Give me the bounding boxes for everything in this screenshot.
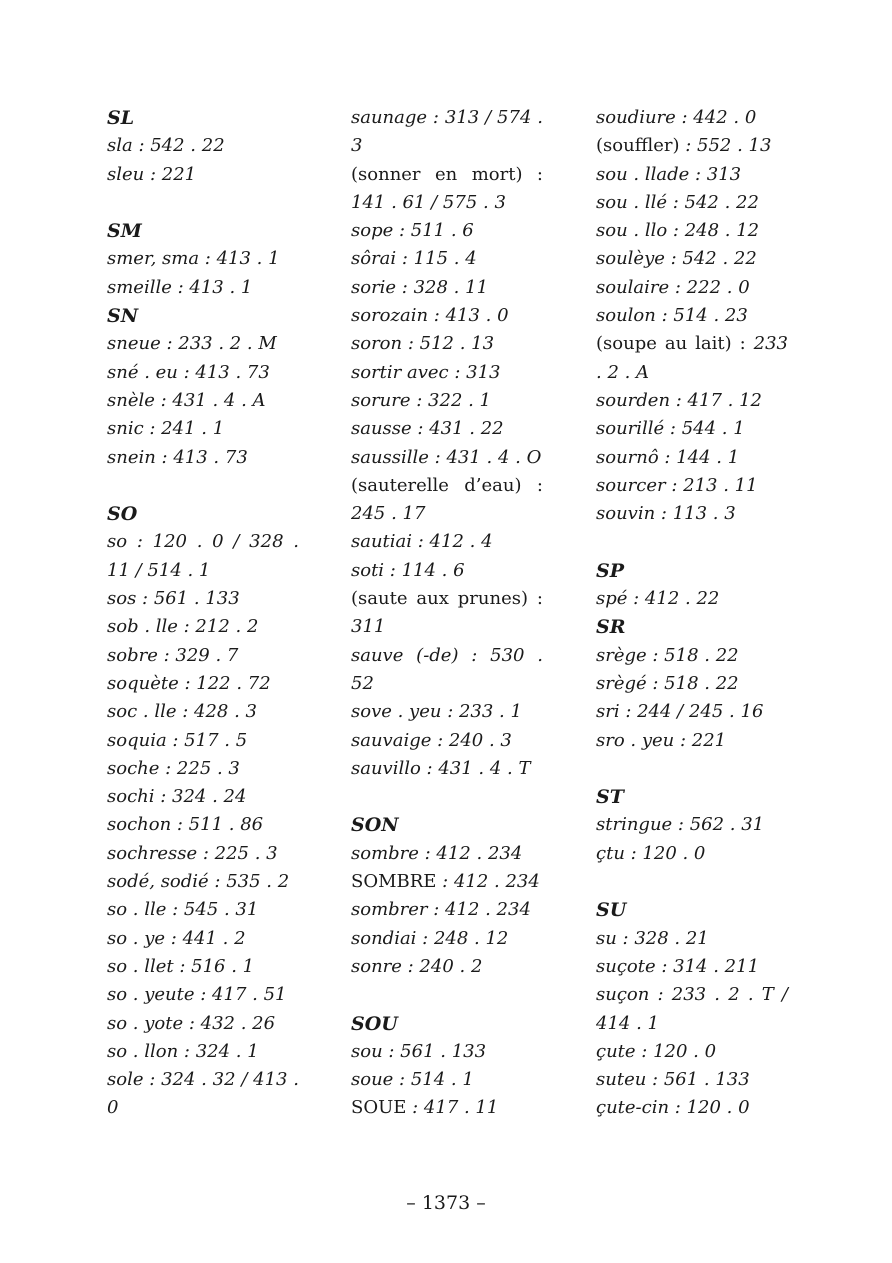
entry-text: sla : 542 . 22 <box>107 135 225 157</box>
entry-text: : 552 . 13 <box>679 135 772 157</box>
index-entry <box>596 1038 788 1066</box>
index-entry <box>596 217 788 245</box>
entry-text: sro . yeu : 221 <box>596 729 727 751</box>
index-entry <box>596 925 788 953</box>
entry-text: snèle : 431 . 4 . A <box>107 389 266 411</box>
section-heading <box>351 811 543 839</box>
entry-text: saunage : 313 / 574 . 3 <box>351 107 543 157</box>
index-entry <box>351 1094 543 1122</box>
entry-text: sournô : 144 . 1 <box>596 446 740 468</box>
index-entry <box>596 472 788 500</box>
entry-text: smer, sma : 413 . 1 <box>107 248 280 270</box>
index-entry <box>351 302 543 330</box>
index-entry <box>351 415 543 443</box>
entry-text: sausse : 431 . 22 <box>351 418 504 440</box>
section-heading <box>596 557 788 585</box>
index-entry <box>351 925 543 953</box>
entry-text: sautiai : 412 . 4 <box>351 531 493 553</box>
section-heading-text: SON <box>351 814 399 837</box>
entry-text: sondiai : 248 . 12 <box>351 927 509 949</box>
index-entry <box>107 330 299 358</box>
entry-text: sourillé : 544 . 1 <box>596 418 745 440</box>
entry-gloss: (sonner en mort) : <box>351 163 543 185</box>
index-entry <box>596 274 788 302</box>
entry-text: snein : 413 . 73 <box>107 446 248 468</box>
section-heading-text: SP <box>596 559 625 582</box>
index-column-2 <box>351 104 543 1123</box>
index-entry <box>596 415 788 443</box>
entry-text: so . llon : 324 . 1 <box>107 1040 259 1062</box>
entry-text: souvin : 113 . 3 <box>596 503 736 525</box>
index-entry <box>351 245 543 273</box>
entry-text: smeille : 413 . 1 <box>107 276 253 298</box>
index-entry <box>107 1010 299 1038</box>
section-heading <box>596 613 788 641</box>
index-entry <box>351 330 543 358</box>
index-entry <box>107 585 299 613</box>
entry-text: soquète : 122 . 72 <box>107 672 271 694</box>
entry-text: çtu : 120 . 0 <box>596 842 706 864</box>
entry-text: 245 . 17 <box>351 503 426 525</box>
index-entry <box>107 868 299 896</box>
index-entry <box>107 245 299 273</box>
entry-text: soquia : 517 . 5 <box>107 729 248 751</box>
entry-text: sochresse : 225 . 3 <box>107 842 278 864</box>
index-entry <box>351 274 543 302</box>
index-entry <box>351 896 543 924</box>
entry-text: soron : 512 . 13 <box>351 333 495 355</box>
entry-text: sou . llé : 542 . 22 <box>596 191 759 213</box>
index-entry <box>351 727 543 755</box>
index-entry <box>107 415 299 443</box>
entry-text: sortir avec : 313 <box>351 361 501 383</box>
entry-text: srège : 518 . 22 <box>596 644 739 666</box>
index-entry <box>596 727 788 755</box>
entry-text: saussille : 431 . 4 . O <box>351 446 542 468</box>
entry-gloss: (souffler) <box>596 135 680 157</box>
index-entry <box>107 896 299 924</box>
index-entry <box>596 189 788 217</box>
entry-text: so : 120 . 0 / 328 . 11 / 514 . 1 <box>107 531 299 581</box>
entry-text: 141 . 61 / 575 . 3 <box>351 191 506 213</box>
entry-text: so . lle : 545 . 31 <box>107 899 259 921</box>
entry-text: 233 . 2 . A <box>596 333 788 383</box>
entry-text: sonre : 240 . 2 <box>351 955 483 977</box>
entry-text: 311 <box>351 616 386 638</box>
page-number: – 1373 – <box>406 1192 486 1214</box>
index-column-1 <box>107 104 299 1123</box>
index-column-3 <box>596 104 788 1123</box>
entry-text: sné . eu : 413 . 73 <box>107 361 270 383</box>
index-entry <box>107 528 299 585</box>
entry-text: sou . llade : 313 <box>596 163 742 185</box>
section-heading <box>107 104 299 132</box>
index-entry <box>107 925 299 953</box>
entry-text: soti : 114 . 6 <box>351 559 465 581</box>
index-entry <box>351 472 543 529</box>
index-entry <box>596 840 788 868</box>
index-entry <box>596 1094 788 1122</box>
entry-text: suteu : 561 . 133 <box>596 1069 750 1091</box>
index-entry <box>596 698 788 726</box>
index-entry <box>596 132 788 160</box>
index-entry <box>107 613 299 641</box>
entry-text: sauvaige : 240 . 3 <box>351 729 512 751</box>
index-entry <box>107 698 299 726</box>
entry-text: sauvillo : 431 . 4 . T <box>351 757 531 779</box>
index-entry <box>596 330 788 387</box>
entry-gloss: (soupe au lait) : <box>596 333 746 355</box>
index-entry <box>351 104 543 161</box>
entry-text: : 417 . 11 <box>406 1097 499 1119</box>
index-entry <box>351 557 543 585</box>
entry-text: soc . lle : 428 . 3 <box>107 701 257 723</box>
entry-text: : 412 . 234 <box>436 871 540 893</box>
section-heading-text: SN <box>107 305 139 328</box>
entry-text: sos : 561 . 133 <box>107 588 240 610</box>
index-entry <box>351 528 543 556</box>
entry-text: sombrer : 412 . 234 <box>351 899 531 921</box>
index-entry <box>107 727 299 755</box>
index-entry <box>107 1038 299 1066</box>
index-entry <box>596 670 788 698</box>
entry-text: sorie : 328 . 11 <box>351 276 489 298</box>
index-entry <box>107 387 299 415</box>
section-heading-text: SOU <box>351 1012 398 1035</box>
index-entry <box>596 981 788 1038</box>
index-entry <box>107 359 299 387</box>
entry-text: so . yeute : 417 . 51 <box>107 984 287 1006</box>
index-entry <box>351 642 543 699</box>
entry-text: sourden : 417 . 12 <box>596 389 762 411</box>
entry-gloss: SOUE <box>351 1097 407 1119</box>
entry-text: soudiure : 442 . 0 <box>596 107 757 128</box>
entry-text: sob . lle : 212 . 2 <box>107 616 259 638</box>
entry-text: sneue : 233 . 2 . M <box>107 333 277 355</box>
index-entry <box>107 642 299 670</box>
entry-text: çute : 120 . 0 <box>596 1040 717 1062</box>
index-entry <box>351 1066 543 1094</box>
entry-text: soue : 514 . 1 <box>351 1069 474 1091</box>
index-entry <box>596 811 788 839</box>
entry-text: sou : 561 . 133 <box>351 1040 487 1062</box>
entry-text: sove . yeu : 233 . 1 <box>351 701 522 723</box>
index-entry <box>107 1066 299 1123</box>
index-entry <box>351 1038 543 1066</box>
index-entry <box>107 161 299 189</box>
index-entry <box>351 387 543 415</box>
entry-text: sochi : 324 . 24 <box>107 786 247 808</box>
entry-text: sochon : 511 . 86 <box>107 814 264 836</box>
entry-text: sôrai : 115 . 4 <box>351 248 477 270</box>
section-heading-text: SM <box>107 220 142 243</box>
entry-text: sauve (-de) : 530 . 52 <box>351 644 543 694</box>
index-entry <box>351 953 543 981</box>
index-entry <box>351 840 543 868</box>
index-entry <box>351 359 543 387</box>
index-entry <box>351 585 543 642</box>
index-entry <box>596 161 788 189</box>
entry-text: spé : 412 . 22 <box>596 588 720 610</box>
entry-text: çute-cin : 120 . 0 <box>596 1097 750 1119</box>
entry-text: sorure : 322 . 1 <box>351 389 492 411</box>
entry-text: soulèye : 542 . 22 <box>596 248 757 270</box>
entry-text: sobre : 329 . 7 <box>107 644 239 666</box>
entry-text: suçote : 314 . 211 <box>596 955 760 977</box>
index-entry <box>596 104 788 132</box>
index-entry <box>107 670 299 698</box>
index-entry <box>596 245 788 273</box>
entry-text: soulon : 514 . 23 <box>596 305 748 327</box>
section-heading <box>596 783 788 811</box>
index-entry <box>107 274 299 302</box>
entry-gloss: SOMBRE <box>351 871 437 893</box>
section-heading <box>107 217 299 245</box>
section-heading-text: SL <box>107 107 135 129</box>
entry-text: sombre : 412 . 234 <box>351 842 523 864</box>
entry-text: snic : 241 . 1 <box>107 418 225 440</box>
index-entry <box>351 217 543 245</box>
entry-gloss: (sauterelle d’eau) : <box>351 474 543 496</box>
section-heading-text: SO <box>107 503 138 526</box>
entry-text: sri : 244 / 245 . 16 <box>596 701 764 723</box>
index-entry <box>107 444 299 472</box>
entry-text: su : 328 . 21 <box>596 927 709 949</box>
section-heading <box>107 500 299 528</box>
entry-text: srègé : 518 . 22 <box>596 672 739 694</box>
index-entry <box>107 132 299 160</box>
entry-text: sou . llo : 248 . 12 <box>596 220 760 242</box>
entry-text: so . yote : 432 . 26 <box>107 1012 276 1034</box>
index-entry <box>107 755 299 783</box>
section-heading <box>107 302 299 330</box>
index-entry <box>351 698 543 726</box>
index-entry <box>596 444 788 472</box>
entry-text: sodé, sodié : 535 . 2 <box>107 871 290 893</box>
index-entry <box>596 642 788 670</box>
index-entry <box>596 302 788 330</box>
index-entry <box>107 811 299 839</box>
entry-text: sole : 324 . 32 / 413 . 0 <box>107 1069 299 1119</box>
entry-text: stringue : 562 . 31 <box>596 814 765 836</box>
entry-text: sorozain : 413 . 0 <box>351 305 509 327</box>
section-heading <box>596 896 788 924</box>
entry-text: sourcer : 213 . 11 <box>596 474 758 496</box>
section-heading <box>351 1010 543 1038</box>
entry-text: so . ye : 441 . 2 <box>107 927 246 949</box>
entry-gloss: (saute aux prunes) : <box>351 588 543 610</box>
index-entry <box>351 755 543 783</box>
entry-text: so . llet : 516 . 1 <box>107 955 255 977</box>
entry-text: suçon : 233 . 2 . T / 414 . 1 <box>596 984 788 1034</box>
section-heading-text: SU <box>596 899 627 922</box>
index-entry <box>596 387 788 415</box>
entry-text: soche : 225 . 3 <box>107 757 240 779</box>
index-entry <box>596 1066 788 1094</box>
index-entry <box>596 585 788 613</box>
section-heading-text: SR <box>596 616 626 639</box>
index-entry <box>351 161 543 218</box>
index-entry <box>351 444 543 472</box>
entry-text: soulaire : 222 . 0 <box>596 276 750 298</box>
index-entry <box>107 783 299 811</box>
entry-text: sleu : 221 <box>107 163 197 185</box>
index-entry <box>596 500 788 528</box>
entry-text: sope : 511 . 6 <box>351 220 474 242</box>
index-entry <box>351 868 543 896</box>
index-entry <box>107 981 299 1009</box>
index-entry <box>596 953 788 981</box>
section-heading-text: ST <box>596 786 624 809</box>
index-entry <box>107 840 299 868</box>
index-entry <box>107 953 299 981</box>
